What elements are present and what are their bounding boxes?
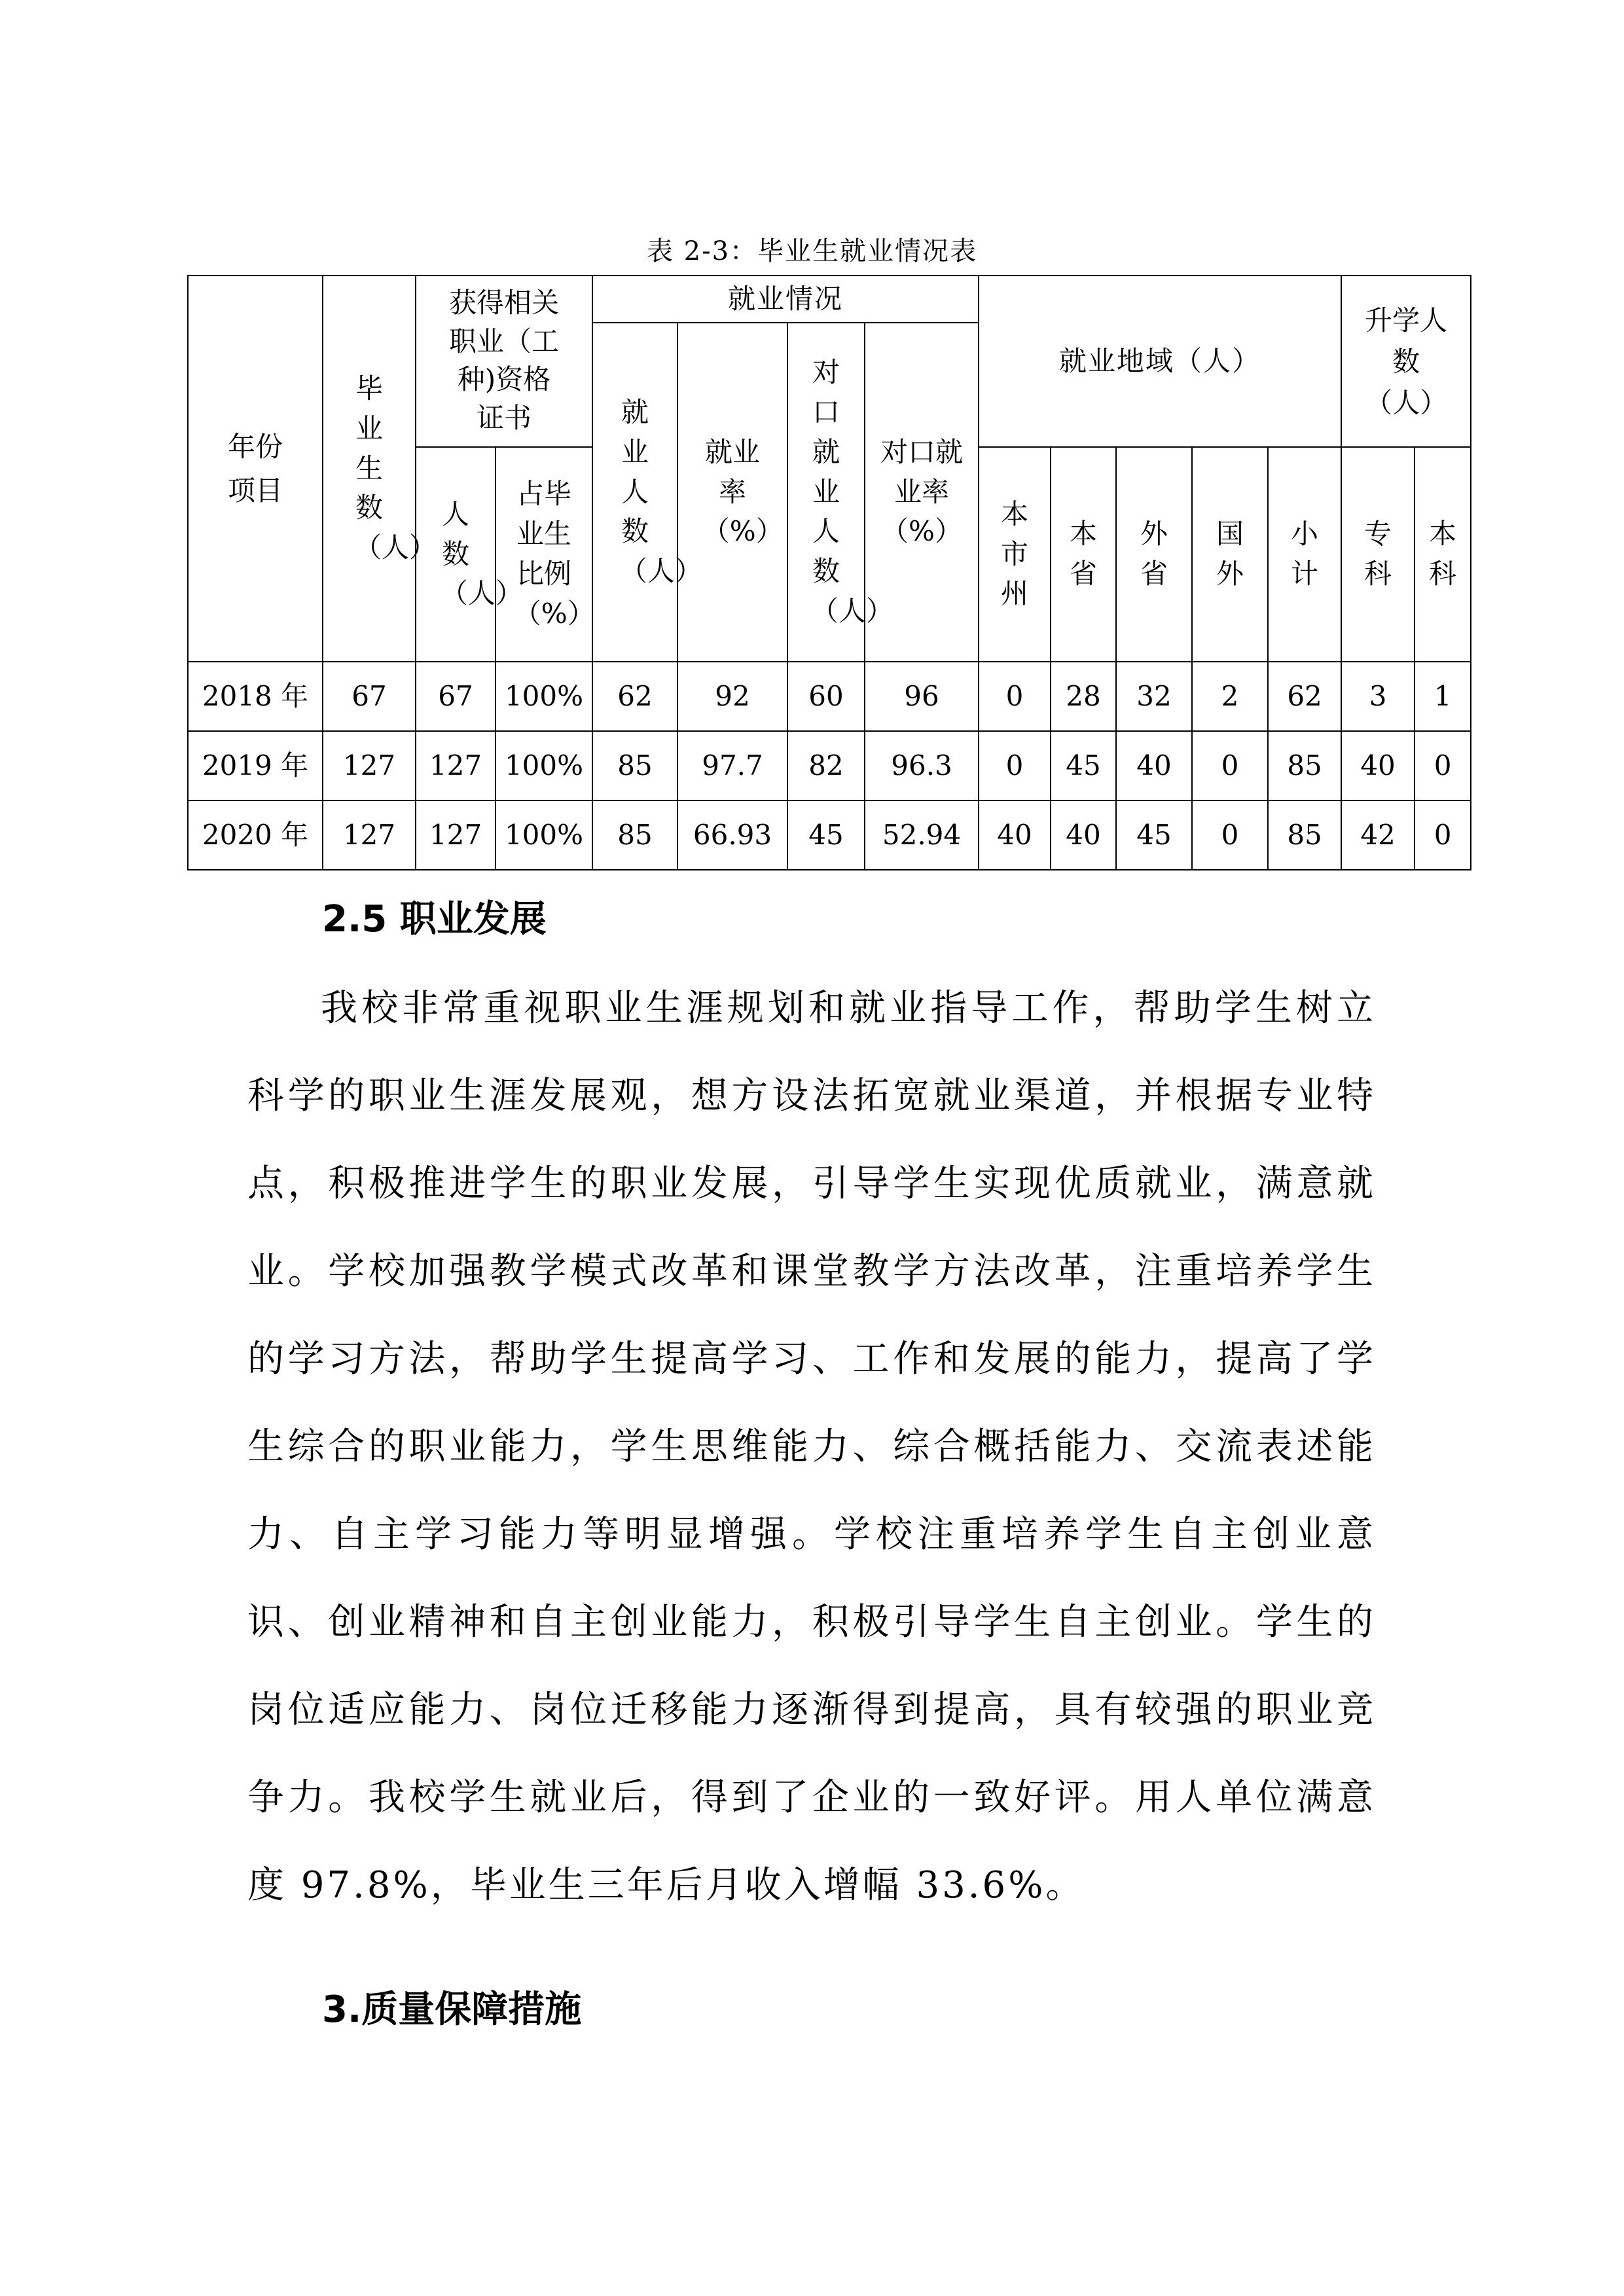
cell: 40 — [979, 800, 1051, 870]
cell: 0 — [979, 731, 1051, 800]
cell: 45 — [1116, 800, 1192, 870]
header-undergraduate: 本科 — [1415, 447, 1471, 662]
cell: 100% — [496, 800, 592, 870]
cell: 67 — [416, 662, 496, 731]
cell: 1 — [1415, 662, 1471, 731]
row-year: 2019 年 — [188, 731, 323, 800]
table-row — [188, 662, 1471, 731]
section-heading-quality: 3.质量保障措施 — [322, 1988, 582, 2031]
cell: 45 — [1051, 731, 1116, 800]
cell: 85 — [1268, 800, 1341, 870]
cell: 127 — [416, 731, 496, 800]
header-cert-count: 人数（人） — [416, 447, 496, 662]
cell: 85 — [592, 731, 677, 800]
header-matched: 对口就业人数（人） — [787, 323, 865, 662]
header-province: 本省 — [1051, 447, 1116, 662]
cell: 82 — [787, 731, 865, 800]
cell: 85 — [592, 800, 677, 870]
cell: 127 — [323, 800, 416, 870]
cell: 96 — [865, 662, 979, 731]
header-other-province: 外省 — [1116, 447, 1192, 662]
header-further-study: 升学人数（人） — [1341, 276, 1471, 447]
cell: 0 — [1192, 800, 1268, 870]
header-subtotal: 小计 — [1268, 447, 1341, 662]
cell: 60 — [787, 662, 865, 731]
cell: 40 — [1116, 731, 1192, 800]
cell: 0 — [1415, 731, 1471, 800]
row-year: 2018 年 — [188, 662, 323, 731]
cell: 42 — [1341, 800, 1415, 870]
table-row — [188, 731, 1471, 800]
header-employment-group: 就业情况 — [592, 276, 979, 323]
row-year: 2020 年 — [188, 800, 323, 870]
cell: 45 — [787, 800, 865, 870]
cell: 127 — [416, 800, 496, 870]
cell: 85 — [1268, 731, 1341, 800]
cell: 28 — [1051, 662, 1116, 731]
cell: 96.3 — [865, 731, 979, 800]
cell: 100% — [496, 662, 592, 731]
employment-table — [187, 275, 1471, 870]
cell: 127 — [323, 731, 416, 800]
header-year-item: 年份项目 — [188, 276, 323, 662]
cell: 40 — [1341, 731, 1415, 800]
header-cert-group: 获得相关职业（工种)资格证书 — [416, 276, 592, 447]
cell: 62 — [592, 662, 677, 731]
cell: 100% — [496, 731, 592, 800]
cell: 2 — [1192, 662, 1268, 731]
cell: 0 — [1415, 800, 1471, 870]
cell: 3 — [1341, 662, 1415, 731]
section-heading-career: 2.5 职业发展 — [322, 898, 547, 941]
header-employment-rate: 就业率（%） — [677, 323, 787, 662]
career-paragraph: 我校非常重视职业生涯规划和就业指导工作，帮助学生树立科学的职业生涯发展观，想方设法拓宽就业渠道，并根据专业特点，积极推进学生的职业发展，引导学生实现优质就业，满意就业。学校加强教学模式改革和课堂教学方法改革，注重培养学生的学习方法，帮助学生提高学习、工作和发展的能力，提高了学生综合的职业能力，学生思维能力、综合概括能力、交流表述能力、自主学习能力等明显增强。学校注重培养学生自主创业意识、创业精神和自主创业能力，积极引导学生自主创业。学生的岗位适应能力、岗位迁移能力逐渐得到提高，具有较强的职业竞争力。我校学生就业后，得到了企业的一致好评。用人单位满意度 97.8%，毕业生三年后月收入增幅 33.6%。 — [247, 987, 1376, 1907]
header-region-group: 就业地域（人） — [979, 276, 1341, 447]
header-junior-college: 专科 — [1341, 447, 1415, 662]
header-graduates: 毕业生数（人） — [323, 276, 416, 662]
cell: 32 — [1116, 662, 1192, 731]
table-row — [188, 800, 1471, 870]
cell: 97.7 — [677, 731, 787, 800]
cell: 40 — [1051, 800, 1116, 870]
header-abroad: 国外 — [1192, 447, 1268, 662]
cell: 62 — [1268, 662, 1341, 731]
cell: 52.94 — [865, 800, 979, 870]
cell: 67 — [323, 662, 416, 731]
cell: 0 — [979, 662, 1051, 731]
table-caption: 表 2-3：毕业生就业情况表 — [646, 236, 978, 266]
header-employed: 就业人数（人） — [592, 323, 677, 662]
cell: 0 — [1192, 731, 1268, 800]
cell: 66.93 — [677, 800, 787, 870]
header-local: 本市州 — [979, 447, 1051, 662]
header-cert-ratio: 占毕业生比例（%） — [496, 447, 592, 662]
cell: 92 — [677, 662, 787, 731]
header-matched-rate: 对口就业率（%） — [865, 323, 979, 662]
